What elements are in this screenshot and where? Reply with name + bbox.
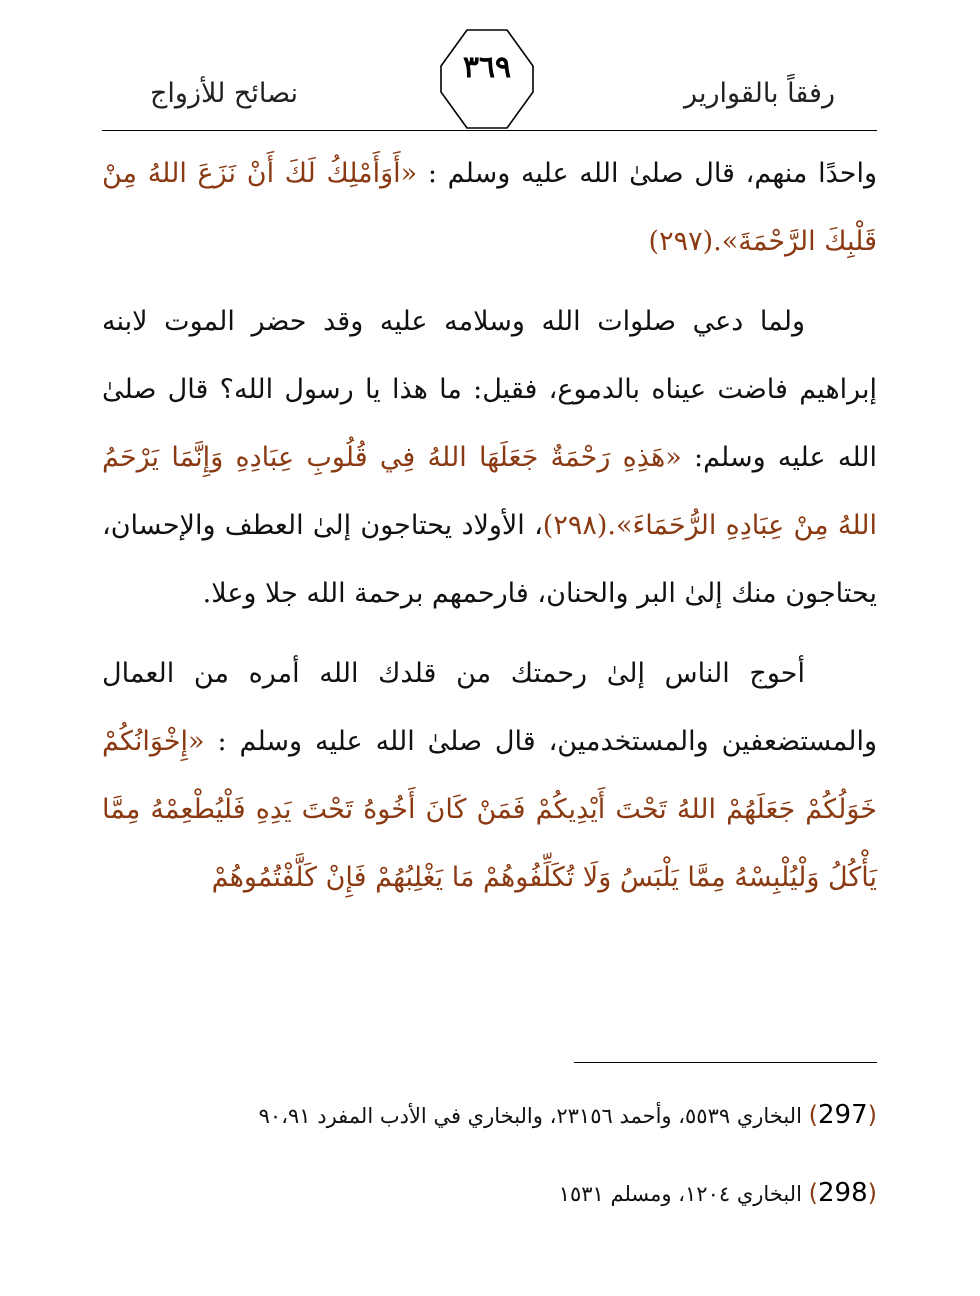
paragraph — [102, 140, 877, 276]
footnotes — [102, 1100, 877, 1256]
footnote-divider — [574, 1062, 877, 1063]
footnote-paren-icon: ) — [808, 1179, 818, 1207]
footnote-paren-icon: ( — [867, 1179, 877, 1207]
header-divider — [102, 130, 877, 131]
footnote-paren-icon: ( — [867, 1101, 877, 1129]
footnote-text: البخاري ٥٥٣٩، وأحمد ٢٣١٥٦، والبخاري في الأدب المفرد ٩٠،٩١ — [258, 1104, 802, 1128]
footnote-reference[interactable]: (٢٩٨) — [542, 510, 608, 541]
footnote-paren-icon: ) — [808, 1101, 818, 1129]
paragraph-text: ، الأولاد يحتاجون إلىٰ العطف والإحسان، يحتاجون منك إلىٰ البر والحنان، فارحمهم برحمة الله جلا وعلا. — [102, 510, 877, 609]
page-header — [0, 0, 980, 140]
main-text — [102, 140, 877, 912]
hadith-quote: «أَوَأَمْلِكُ لَكَ أَنْ نَزَعَ اللهُ مِنْ قَلْبِكَ الرَّحْمَةَ». — [102, 158, 877, 257]
book-title: رفقاً بالقوارير — [684, 78, 835, 109]
paragraph — [102, 640, 877, 912]
footnote-number[interactable]: 298 — [817, 1178, 868, 1208]
page-number: ٣٦٩ — [462, 50, 512, 85]
paragraph-text: ولما دعي صلوات الله وسلامه عليه وقد حضر الموت لابنه إبراهيم فاضت عيناه بالدموع، فقيل: ما هذا يا رسول الله؟ قال صلىٰ الله عليه وسلم: — [102, 306, 877, 473]
page-number-badge — [427, 28, 547, 130]
footnote — [102, 1178, 877, 1208]
chapter-title: نصائح للأزواج — [150, 78, 299, 109]
hadith-quote: «هَذِهِ رَحْمَةٌ جَعَلَهَا اللهُ فِي قُلُوبِ عِبَادِهِ وَإِنَّمَا يَرْحَمُ اللهُ مِنْ عِبَادِهِ الرُّحَمَاءَ». — [102, 442, 877, 541]
footnote — [102, 1100, 877, 1130]
footnote-text: البخاري ١٢٠٤، ومسلم ١٥٣١ — [558, 1182, 802, 1206]
hadith-quote: «إِخْوَانُكُمْ خَوَلُكُمْ جَعَلَهُمْ اللهُ تَحْتَ أَيْدِيكُمْ فَمَنْ كَانَ أَخُوهُ تَحْتَ يَدِهِ فَلْيُطْعِمْهُ مِمَّا يَأْكُلُ وَلْيُلْبِسْهُ مِمَّا يَلْبَسُ وَلَا تُكَلِّفُوهُمْ مَا يَغْلِبُهُمْ فَإِنْ كَلَّفْتُمُوهُمْ — [102, 726, 877, 893]
paragraph-text: أحوج الناس إلىٰ رحمتك من قلدك الله أمره من العمال والمستضعفين والمستخدمين، قال صلىٰ الله عليه وسلم : — [102, 658, 877, 757]
footnote-reference[interactable]: (٢٩٧) — [648, 226, 714, 257]
footnote-number[interactable]: 297 — [817, 1100, 868, 1130]
paragraph-text: واحدًا منهم، قال صلىٰ الله عليه وسلم : — [417, 158, 877, 189]
paragraph — [102, 288, 877, 628]
